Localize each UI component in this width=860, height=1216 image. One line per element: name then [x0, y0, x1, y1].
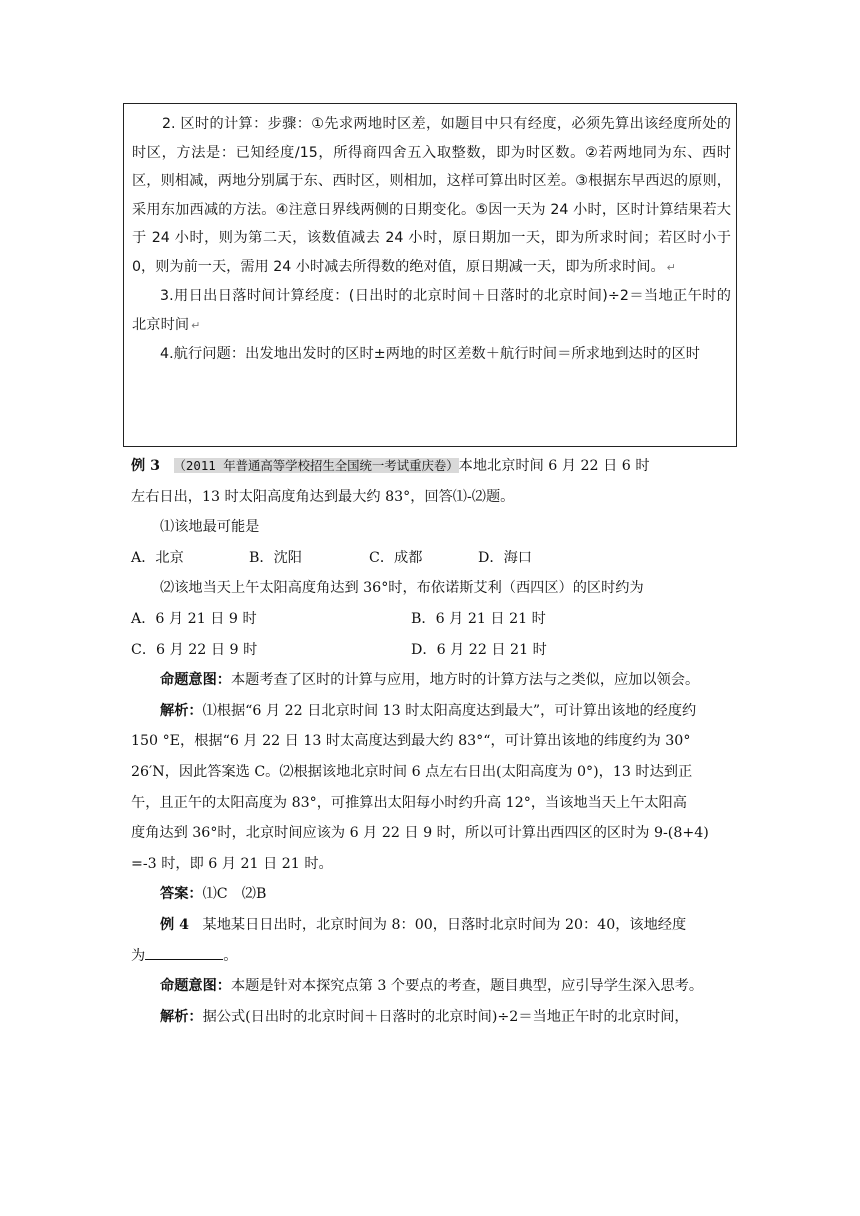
- analysis-text: 午，且正午的太阳高度为 83°，可推算出太阳每小时约升高 12°，当该地当天上午太阳高: [131, 794, 687, 811]
- option-a: A．北京: [131, 549, 184, 566]
- example-3-answer: [131, 879, 735, 910]
- question-1-options: [131, 543, 735, 574]
- question-2-text: ⑵该地当天上午太阳高度角达到 36°时，布依诺斯艾利（西四区）的区时约为: [160, 580, 644, 597]
- question-2: [131, 573, 735, 604]
- option-a: A．6 月 21 日 9 时: [131, 610, 257, 627]
- body-text: [131, 451, 735, 1032]
- example-4-stem-b-pre: 为: [131, 947, 146, 964]
- option-d: D．6 月 22 日 21 时: [411, 641, 547, 658]
- example-3-stem-b: 左右日出，13 时太阳高度角达到最大约 83°，回答⑴-⑵题。: [131, 488, 515, 505]
- intent-label: 命题意图：: [160, 672, 231, 689]
- option-c: C．成都: [369, 549, 423, 566]
- analysis-text: 150 °E，根据“6 月 22 日 13 时太高度达到最大约 83°“，可计算出该地的纬度约为 30°: [131, 733, 691, 750]
- box-paragraph-2: [132, 110, 731, 282]
- example-3-analysis-line-1: [131, 696, 735, 727]
- example-4-label: 例 4: [160, 916, 189, 933]
- box-paragraph-4-text: 4.航行问题：出发地出发时的区时±两地的时区差数＋航行时间＝所求地到达时的区时: [160, 346, 701, 362]
- intent-label: 命题意图：: [160, 978, 231, 995]
- paragraph-mark: ↵: [191, 318, 201, 332]
- option-b: B．沈阳: [249, 549, 302, 566]
- option-b: B．6 月 21 日 21 时: [411, 610, 546, 627]
- box-paragraph-2-text: 2. 区时的计算：步骤：①先求两地时区差，如题目中只有经度，必须先算出该经度所处的时区，方法是：已知经度/15，所得商四舍五入取整数，即为时区数。②若两地同为东、西时区，则相减，两地分别属于东、西时区，则相加，这样可算出时区差。③根据东早西迟的原则，采用东加西减的方法。④注意日界线两侧的日期变化。⑤因一天为 24 小时，区时计算结果若大于 24 小时，则为第二天，该数值减去 24 小时，原日期加一天，即为所求时间；若区时小于 0，则为前一天，需用 24 小时减去所得数的绝对值，原日期减一天，即为所求时间。: [132, 116, 731, 275]
- example-3-intent: [131, 665, 735, 696]
- option-d: D．海口: [478, 549, 532, 566]
- example-3-analysis-line-4: [131, 788, 735, 819]
- analysis-label: 解析：: [160, 1008, 203, 1025]
- example-3-analysis-line-6: [131, 849, 735, 880]
- box-paragraph-3-text: 3.用日出日落时间计算经度：(日出时的北京时间＋日落时的北京时间)÷2＝当地正午时的北京时间: [132, 288, 731, 333]
- example-4-stem-a: 某地某日日出时，北京时间为 8：00，日落时北京时间为 20：40，该地经度: [202, 916, 687, 933]
- question-1: [131, 512, 735, 543]
- analysis-text: ⑴根据“6 月 22 日北京时间 13 时太阳高度达到最大”，可计算出该地的经度约: [202, 702, 697, 719]
- box-paragraph-3: [132, 282, 731, 340]
- analysis-text: 度角达到 36°时，北京时间应该为 6 月 22 日 9 时，所以可计算出西四区的区时为 9-(8+4): [131, 825, 709, 842]
- example-4-line-1: [131, 910, 735, 941]
- question-1-text: ⑴该地最可能是: [160, 519, 260, 536]
- example-4-intent: [131, 971, 735, 1002]
- example-3-analysis-line-3: [131, 757, 735, 788]
- intent-text: 本题是针对本探究点第 3 个要点的考查，题目典型，应引导学生深入思考。: [230, 978, 704, 995]
- example-3-analysis-line-2: [131, 726, 735, 757]
- example-4-line-2: [131, 941, 735, 972]
- paragraph-mark: ↵: [666, 260, 676, 274]
- analysis-label: 解析：: [160, 702, 203, 719]
- example-3-analysis-line-5: [131, 818, 735, 849]
- example-3-line-1: [131, 451, 735, 482]
- example-3-source: （2011 年普通高等学校招生全国统一考试重庆卷）: [173, 458, 459, 473]
- option-c: C．6 月 22 日 9 时: [131, 641, 258, 658]
- intent-text: 本题考查了区时的计算与应用，地方时的计算方法与之类似，应加以领会。: [230, 672, 700, 689]
- answer-label: 答案：: [160, 886, 203, 903]
- example-4-stem-b-post: 。: [223, 947, 238, 964]
- example-4-analysis: [131, 1002, 735, 1033]
- answer-text: ⑴C ⑵B: [202, 886, 267, 903]
- analysis-text: =-3 时，即 6 月 21 日 21 时。: [131, 855, 333, 872]
- answer-blank: [145, 945, 223, 960]
- example-3-stem-a: 本地北京时间 6 月 22 日 6 时: [458, 458, 650, 474]
- key-points-box: [123, 103, 737, 447]
- example-3-label: 例 3: [131, 458, 160, 474]
- analysis-text: 26′N，因此答案选 C。⑵根据该地北京时间 6 点左右日出(太阳高度为 0°)，13 时达到正: [131, 763, 693, 780]
- question-2-options-row-2: [131, 635, 735, 666]
- question-2-options-row-1: [131, 604, 735, 635]
- analysis-text: 据公式(日出时的北京时间＋日落时的北京时间)÷2＝当地正午时的北京时间，: [202, 1008, 689, 1025]
- example-3-line-2: [131, 482, 735, 513]
- box-paragraph-4: [132, 340, 731, 369]
